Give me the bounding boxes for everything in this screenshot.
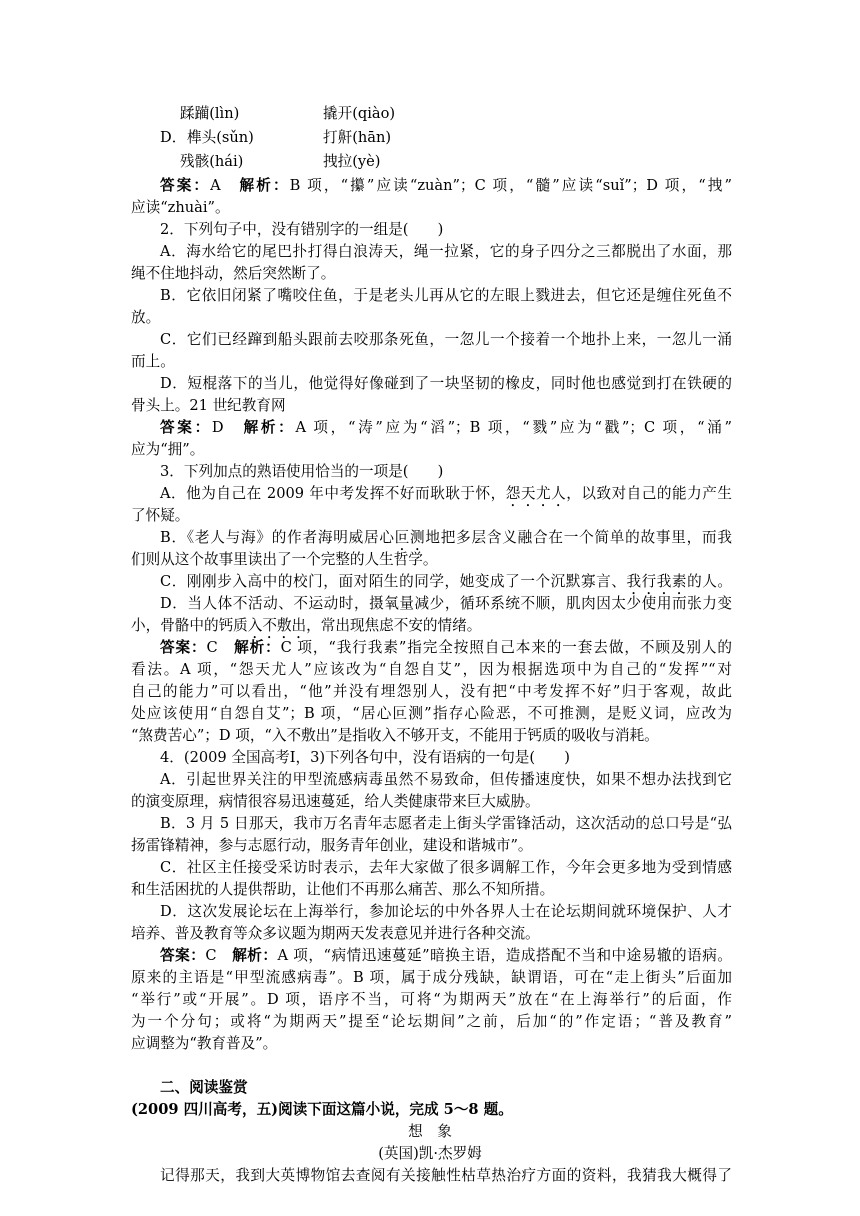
q3-option-a-cont: 了怀疑。 [131,507,190,524]
option-d-word-b: 打鼾(hān) [323,129,392,146]
q4-option-a: A．引起世界关注的甲型流感病毒虽然不易致命，但传播速度快，如果不想办法找到它 [160,771,732,788]
q3-option-c: C．刚刚步入高中的校门，面对陌生的同学，她变成了一个沉默寡言、我行我素的人。 [160,573,732,590]
q4-option-d-cont: 培养、普及教育等众多议题为期两天发表意见并进行各种交流。 [131,925,540,942]
q2-option-c-cont: 而上。 [131,353,175,370]
q2-option-c: C．它们已经蹿到船头跟前去咬那条死鱼，一忽儿一个接着一个地扑上来，一忽儿一涌 [160,331,732,348]
option-d-word-d: 拽拉(yè) [323,153,381,170]
q3-answer-line: 答案：C 解析：C 项，“我行我素”指完全按照自己本来的一套去做，不顾及别人的 [160,639,732,656]
option-d-word-c: 残骸(hái) [180,153,244,170]
q2-option-b-cont: 放。 [131,309,161,326]
option-c-word-a: 蹂躏(lìn) [180,105,240,122]
q4-option-a-cont: 的演变原理，病情很容易迅速蔓延，给人类健康带来巨大威胁。 [131,793,540,810]
q4-answer-line: 答案：C 解析：A 项，“病情迅速蔓延”暗换主语，造成搭配不当和中途易辙的语病。 [160,947,732,964]
q3-answer-line: 自己的能力”可以看出，“他”并没有埋怨别人，没有把“中考发挥不好”归于客观，故此 [131,683,732,700]
q4-option-d: D．这次发展论坛在上海举行，参加论坛的中外各界人士在论坛期间就环境保护、人才 [160,903,732,920]
q3-stem: 3．下列加点的熟语使用恰当的一项是( ) [160,463,444,480]
q4-option-c-cont: 和生活困扰的人提供帮助，让他们不再那么痛苦、那么不知所措。 [131,881,555,898]
q3-option-d: D．当人体不活动、不运动时，摄氧量减少，循环系统不顺，肌肉因太少使用而张力变 [160,595,732,612]
q2-option-d-cont: 骨头上。21 世纪教育网 [131,397,286,414]
q3-answer-line: 处应该使用“自怨自艾”；B 项，“居心叵测”指存心险恶，不可推测，是贬义词，应改为 [131,705,732,722]
q4-option-b: B．3 月 5 日那天，我市万名青年志愿者走上街头学雷锋活动，这次活动的总口号是“弘 [160,815,732,832]
q2-answer-line: 应为“拥”。 [131,441,205,458]
q3-option-b: B．《老人与海》的作者海明威居心叵测地把多层含义融合在一个简单的故事里，而我 [160,529,732,546]
q4-answer-line: 应调整为“教育普及”。 [131,1035,278,1052]
section-heading: 二、阅读鉴赏 [160,1079,248,1096]
q2-option-a-cont: 绳不住地抖动，然后突然断了。 [131,265,336,282]
story-paragraph: 记得那天，我到大英博物馆去查阅有关接触性枯草热治疗方面的资料，我猜我大概得了 [160,1167,732,1184]
q4-answer-line: 为一个分句；或将“为期两天”提至“论坛期间”之前，后加“的”作定语；“普及教育” [131,1013,732,1030]
q3-option-b-cont: 们则从这个故事里读出了一个完整的人生哲学。 [131,551,438,568]
option-d-word-a: 榫头(sǔn) [187,129,254,146]
q2-stem: 2．下列句子中，没有错别字的一组是( ) [160,221,444,238]
q4-option-c: C．社区主任接受采访时表示，去年大家做了很多调解工作，今年会更多地为受到情感 [160,859,732,876]
q4-answer-line: “举行”或“开展”。D 项，语序不当，可将“为期两天”放在“在上海举行”的后面，作 [131,991,732,1008]
q3-option-d-cont: 小，骨骼中的钙质入不敷出，常出现焦虑不安的情绪。 [131,617,482,634]
q2-answer-line: 答案：D 解析：A 项，“涛”应为“滔”；B 项，“戮”应为“戳”；C 项，“涌” [160,419,732,436]
option-c-word-b: 撬开(qiào) [323,105,396,122]
option-d-label: D． [160,129,187,146]
section-intro: (2009 四川高考，五)阅读下面这篇小说，完成 5～8 题。 [131,1101,513,1118]
q3-option-a: A．他为自己在 2009 年中考发挥不好而耿耿于怀，怨天尤人，以致对自己的能力产生 [160,485,732,502]
q2-option-d: D．短棍落下的当儿，他觉得好像碰到了一块坚韧的橡皮，同时他也感觉到打在铁硬的 [160,375,732,392]
story-title: 想 象 [408,1123,452,1140]
q3-answer-line: “煞费苦心”；D 项，“入不敷出”是指收入不够开支，不能用于钙质的吸收与消耗。 [131,727,659,744]
q4-option-b-cont: 扬雷锋精神，参与志愿行动，服务青年创业，建设和谐城市”。 [131,837,533,854]
q4-stem: 4．(2009 全国高考Ⅰ，3)下列各句中，没有语病的一句是( ) [160,749,570,766]
q2-option-b: B．它依旧闭紧了嘴咬住鱼，于是老头儿再从它的左眼上戮进去，但它还是缠住死鱼不 [160,287,732,304]
q2-option-a: A．海水给它的尾巴扑打得白浪涛天，绳一拉紧，它的身子四分之三都脱出了水面，那 [160,243,732,260]
story-author: (英国)凯·杰罗姆 [378,1145,482,1162]
q4-answer-line: 原来的主语是“甲型流感病毒”。B 项，属于成分残缺，缺谓语，可在“走上街头”后面加 [131,969,732,986]
q3-answer-line: 看法。A 项，“怨天尤人”应该改为“自怨自艾”，因为根据选项中为自己的“发挥”“对 [131,661,732,678]
q1-answer-line: 答案：A 解析：B 项，“攥”应读“zuàn”；C 项，“髓”应读“suǐ”；D 项，“拽” [160,177,732,194]
q1-answer-line: 应读“zhuài”。 [131,199,230,216]
